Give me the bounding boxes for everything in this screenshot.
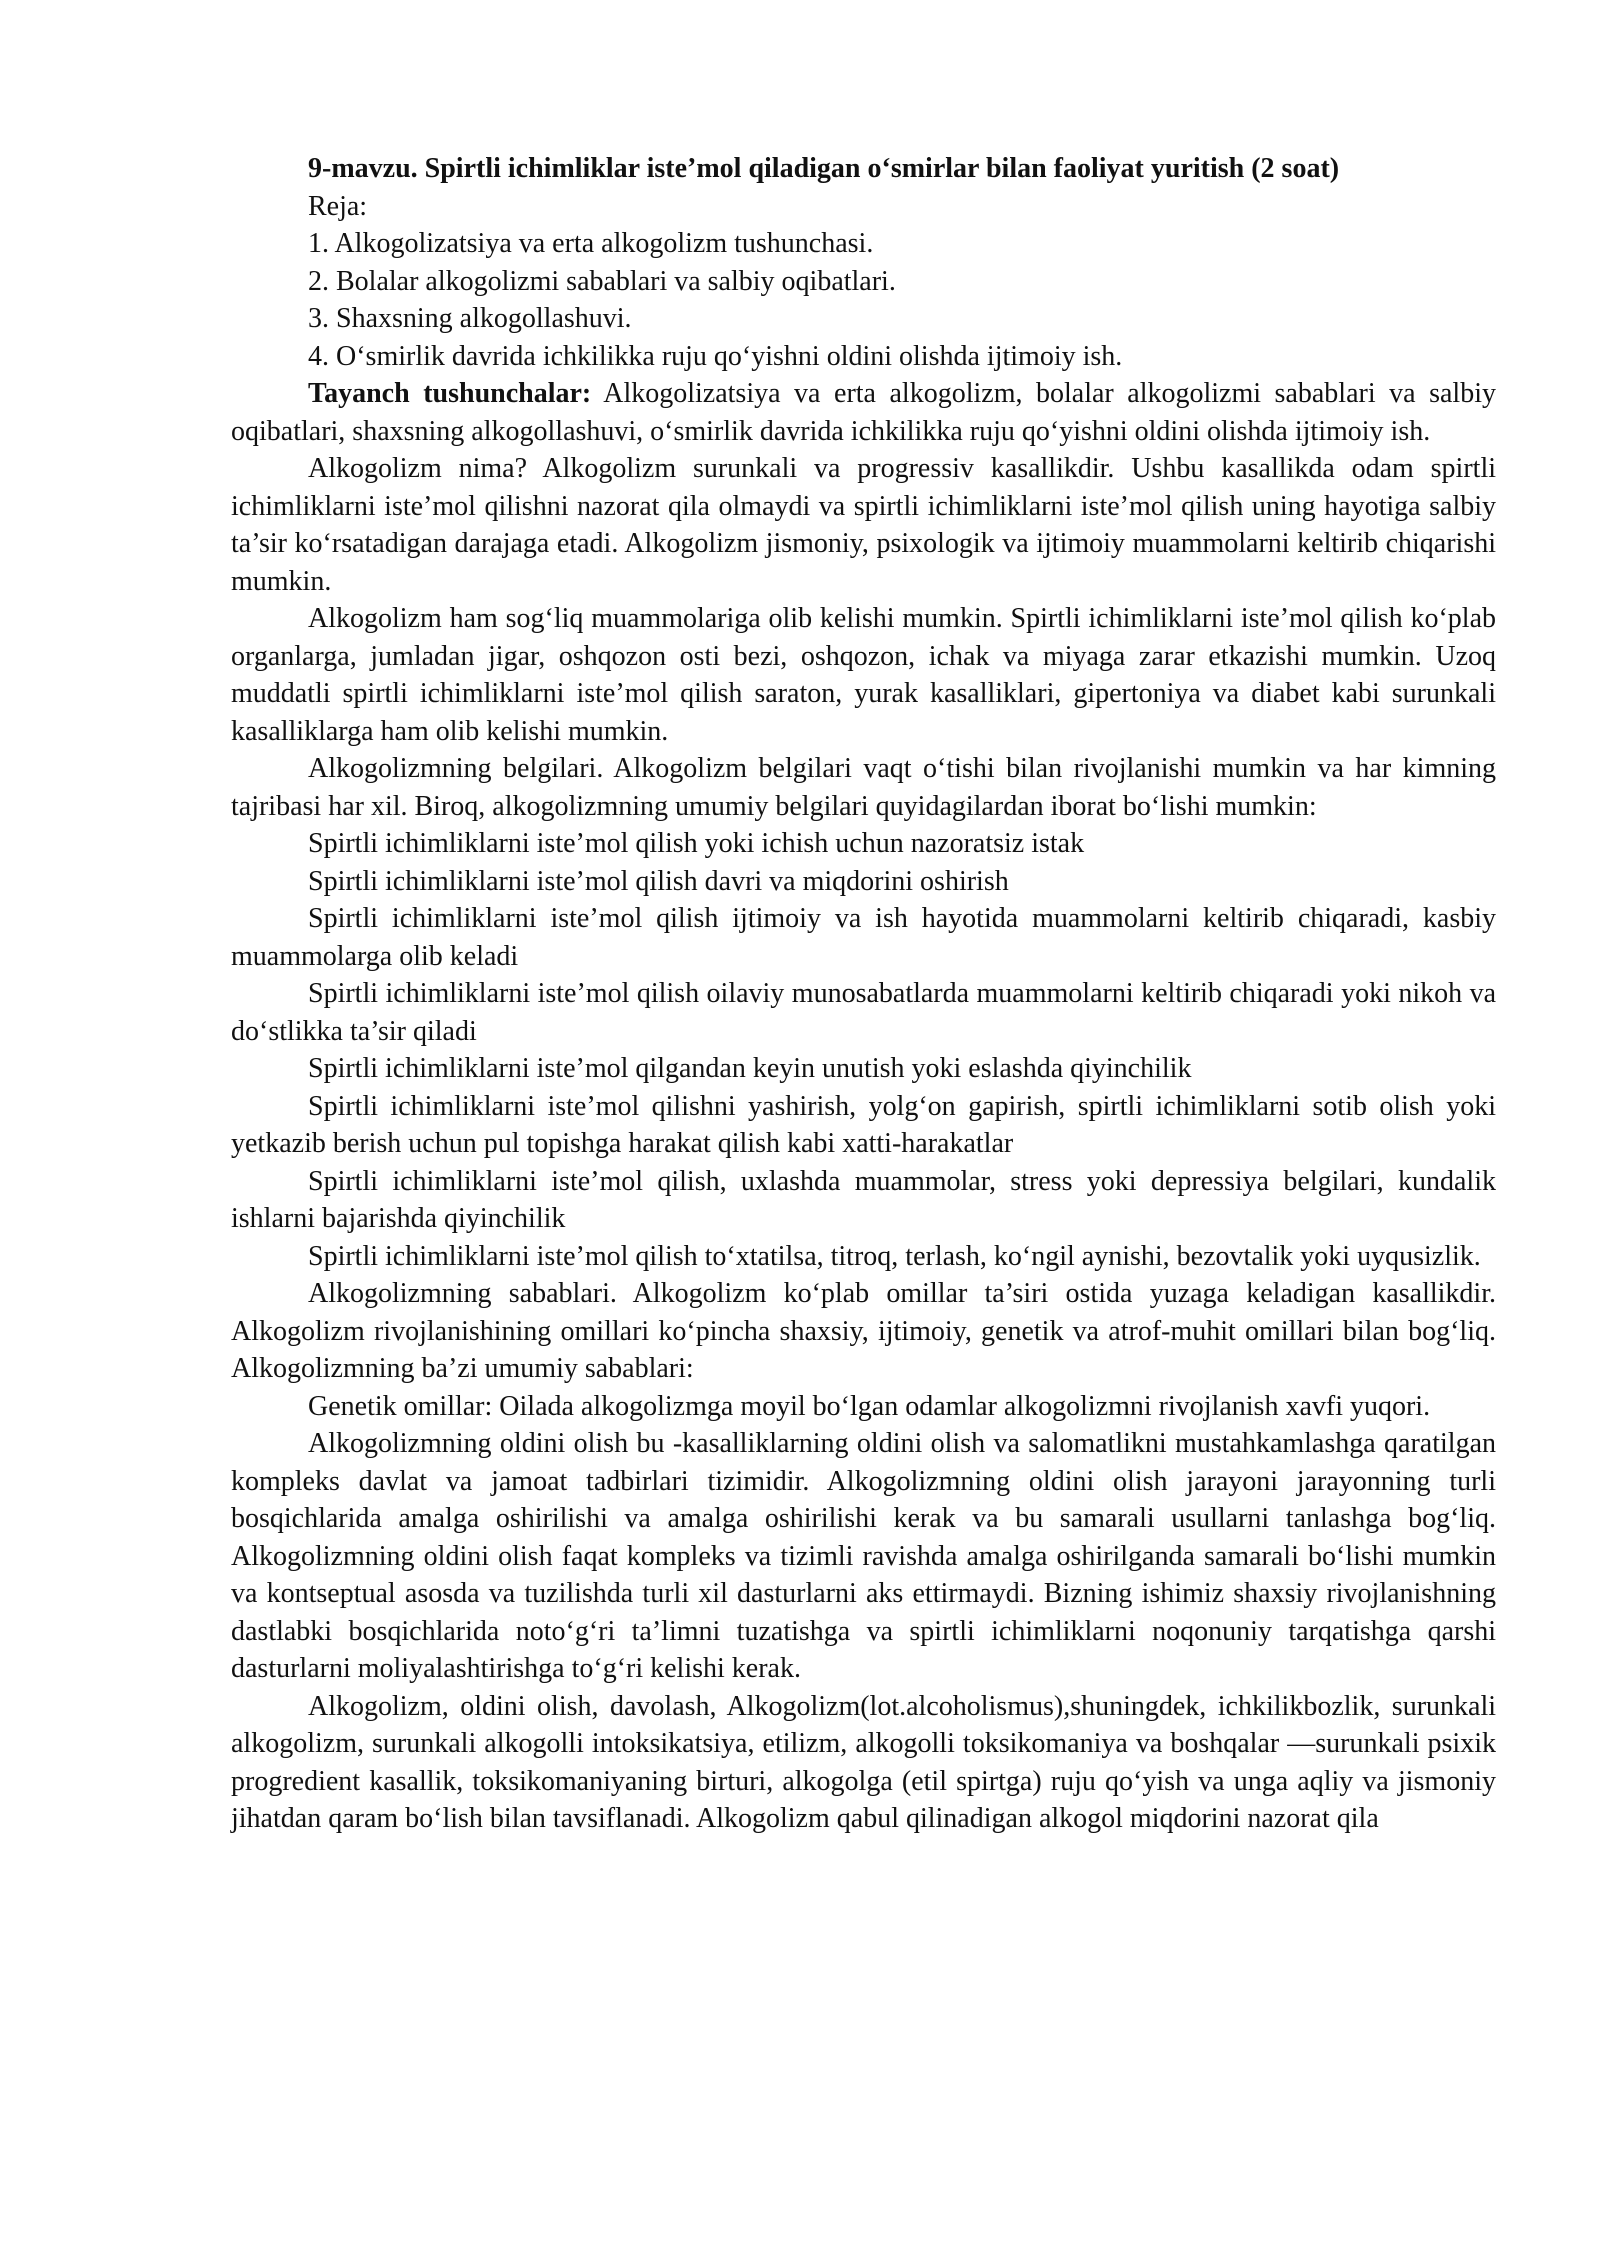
symptom-item: Spirtli ichimliklarni iste’mol qilgandan keyin unutish yoki eslashda qiyinchilik [308, 1053, 1192, 1084]
page-title: 9-mavzu. Spirtli ichimliklar iste’mol qiladigan o‘smirlar bilan faoliyat yuritish (2 soat) [308, 153, 1340, 184]
symptom-item: Spirtli ichimliklarni iste’mol qilish oilaviy munosabatlarda muammolarni keltirib chiqaradi yoki nikoh va do‘stlikka ta’sir qiladi [231, 978, 1496, 1047]
body-paragraph: Alkogolizmning sabablari. Alkogolizm ko‘plab omillar ta’siri ostida yuzaga keladigan kasallikdir. Alkogolizm rivojlanishining omillari ko‘pincha shaxsiy, ijtimoiy, genetik va atrof-muhit omillari bilan bog‘liq. Alkogolizmning ba’zi umumiy sabablari: [231, 1278, 1496, 1384]
body-paragraph: Genetik omillar: Oilada alkogolizmga moyil bo‘lgan odamlar alkogolizmni rivojlanish xavfi yuqori. [308, 1390, 1431, 1422]
key-terms-label: Tayanch tushunchalar: [308, 378, 592, 409]
body-paragraph: Alkogolizm nima? Alkogolizm surunkali va progressiv kasallikdir. Ushbu kasallikda odam spirtli ichimliklarni iste’mol qilishni nazorat qila olmaydi va spirtli ichimliklarni iste’mol qilish uning hayotiga salbiy ta’sir ko‘rsatadigan darajaga etadi. Alkogolizm jismoniy, psixologik va ijtimoiy muammolarni keltirib chiqarishi mumkin. [231, 453, 1496, 597]
body-paragraph: Alkogolizmning oldini olish bu -kasalliklarning oldini olish va salomatlikni mustahkamlashga qaratilgan kompleks davlat va jamoat tadbirlari tizimidir. Alkogolizmning oldini olish jarayoni jarayonning turli bosqichlarida amalga oshirilishi va amalga oshirilishi kerak va bu samarali usullarni tanlashga bog‘liq. Alkogolizmning oldini olish faqat kompleks va tizimli ravishda amalga oshirilganda samarali bo‘lishi mumkin va kontseptual asosda va tuzilishda turli xil dasturlarni aks ettirmaydi. Bizning ishimiz shaxsiy rivojlanishning dastlabki bosqichlarida noto‘g‘ri ta’limni tuzatishga va spirtli ichimliklarni noqonuniy tarqatishga qarshi dasturlarni moliyalashtirishga to‘g‘ri kelishi kerak. [231, 1428, 1496, 1684]
body-paragraph: Alkogolizm, oldini olish, davolash, Alkogolizm(lot.alcoholismus),shuningdek, ichkilikbozlik, surunkali alkogolizm, surunkali alkogolli intoksikatsiya, etilizm, alkogolli toksikomaniya va boshqalar —surunkali psixik progredient kasallik, toksikomaniyaning birturi, alkogolga (etil spirtga) ruju qo‘yish va unga aqliy va jismoniy jihatdan qaram bo‘lish bilan tavsiflanadi. Alkogolizm qabul qilinadigan alkogol miqdorini nazorat qila [231, 1690, 1496, 1834]
symptom-item: Spirtli ichimliklarni iste’mol qilish ijtimoiy va ish hayotida muammolarni keltirib chiqaradi, kasbiy muammolarga olib keladi [231, 903, 1496, 972]
symptom-item: Spirtli ichimliklarni iste’mol qilishni yashirish, yolg‘on gapirish, spirtli ichimliklarni sotib olish yoki yetkazib berish uchun pul topishga harakat qilish kabi xatti-harakatlar [231, 1090, 1496, 1159]
symptom-item: Spirtli ichimliklarni iste’mol qilish to‘xtatilsa, titroq, terlash, ko‘ngil aynishi, bezovtalik yoki uyqusizlik. [308, 1240, 1481, 1272]
symptom-item: Spirtli ichimliklarni iste’mol qilish davri va miqdorini oshirish [308, 865, 1009, 897]
plan-item: 1. Alkogolizatsiya va erta alkogolizm tushunchasi. [308, 228, 874, 259]
plan-label: Reja: [308, 190, 368, 222]
key-terms-text: Alkogolizatsiya va erta alkogolizm, bolalar alkogolizmi sabablari va salbiy oqibatlari, shaxsning alkogollashuvi, o‘smirlik davrida ichkilikka ruju qo‘yishni oldini olishda ijtimoiy ish. [231, 378, 1496, 447]
body-paragraph: Alkogolizm ham sog‘liq muammolariga olib kelishi mumkin. Spirtli ichimliklarni iste’mol qilish ko‘plab organlarga, jumladan jigar, oshqozon osti bezi, oshqozon, ichak va miyaga zarar etkazishi mumkin. Uzoq muddatli spirtli ichimliklarni iste’mol qilish saraton, yurak kasalliklari, gipertoniya va diabet kabi surunkali kasalliklarga ham olib kelishi mumkin. [231, 603, 1496, 747]
symptom-item: Spirtli ichimliklarni iste’mol qilish, uxlashda muammolar, stress yoki depressiya belgilari, kundalik ishlarni bajarishda qiyinchilik [231, 1165, 1496, 1234]
key-terms-paragraph [231, 375, 1496, 450]
document-page [231, 150, 1496, 1838]
plan-item: 4. O‘smirlik davrida ichkilikka ruju qo‘yishni oldini olishda ijtimoiy ish. [308, 340, 1123, 372]
plan-item: 2. Bolalar alkogolizmi sabablari va salbiy oqibatlari. [308, 265, 896, 297]
body-paragraph: Alkogolizmning belgilari. Alkogolizm belgilari vaqt o‘tishi bilan rivojlanishi mumkin va har kimning tajribasi har xil. Biroq, alkogolizmning umumiy belgilari quyidagilardan iborat bo‘lishi mumkin: [231, 753, 1496, 822]
plan-item: 3. Shaxsning alkogollashuvi. [308, 303, 632, 334]
symptom-item: Spirtli ichimliklarni iste’mol qilish yoki ichish uchun nazoratsiz istak [308, 828, 1085, 859]
